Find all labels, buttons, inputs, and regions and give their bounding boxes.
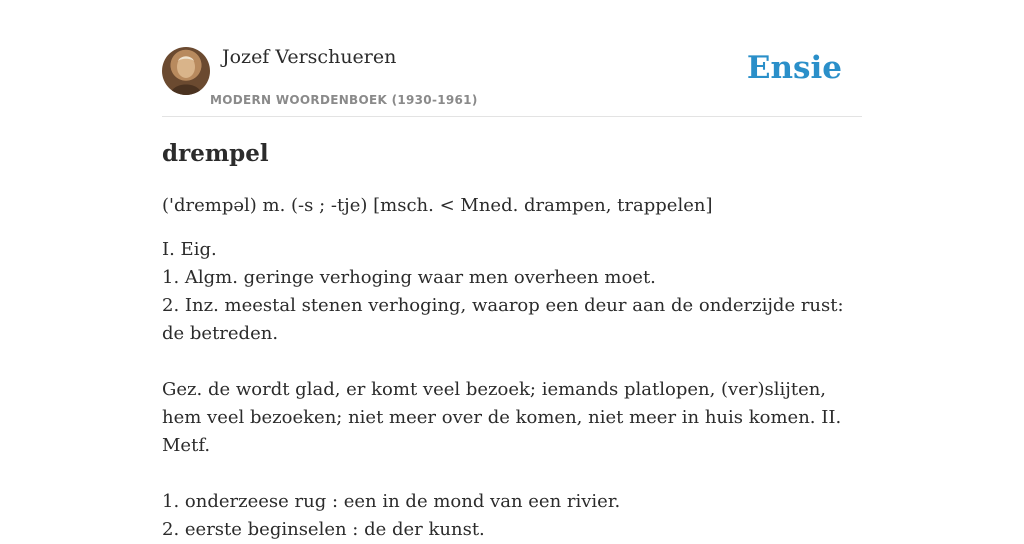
definition-line: Gez. de wordt glad, er komt veel bezoek; iemands platlopen, (ver)slijten, hem veel bezoeken; niet meer over de komen, niet meer in huis komen. II. Metf. [162,379,842,456]
definition-line: 2. Inz. meestal stenen verhoging, waarop een deur aan de onderzijde rust: de betreden. [162,295,844,344]
headword: drempel [162,140,269,167]
ensie-logo[interactable]: Ensie [746,50,842,86]
definition-line: 1. onderzeese rug : een in de mond van een rivier. [162,491,621,512]
definition-line: I. Eig. [162,239,217,260]
spacer [162,348,862,376]
definition-line: 1. Algm. geringe verhoging waar men overheen moet. [162,267,656,288]
etymology: ('drempəl) m. (-s ; -tje) [msch. < Mned. drampen, trappelen] [162,195,713,216]
author-avatar[interactable] [162,47,210,95]
header [162,40,862,117]
portrait-icon [162,47,210,95]
definition-line: 2. eerste beginselen : de der kunst. [162,519,485,540]
spacer [162,460,862,488]
entry-content [162,136,862,544]
source-title[interactable]: MODERN WOORDENBOEK (1930-1961) [210,93,478,107]
author-name[interactable]: Jozef Verschueren [222,46,397,68]
